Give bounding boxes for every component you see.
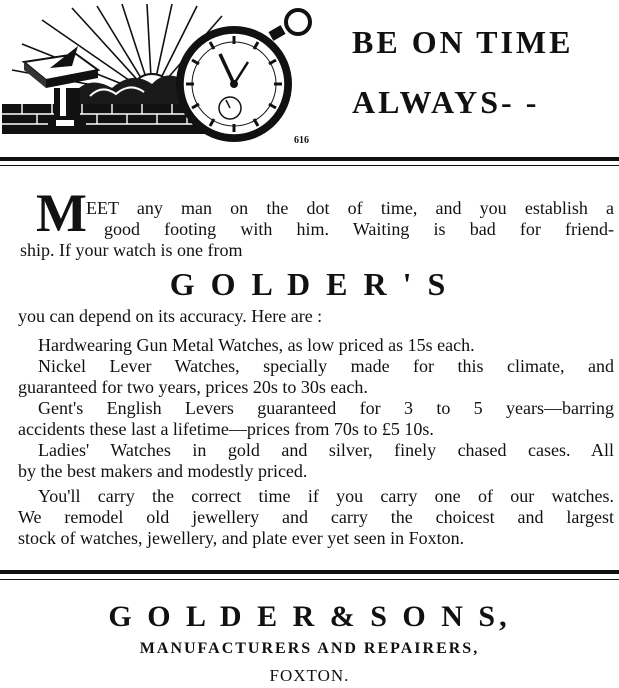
bottom-divider [0,570,619,574]
top-divider-thin [0,165,619,166]
item-ladies-watches-cont: by the best makers and modestly priced. [18,461,308,481]
closing-line-3: stock of watches, jewellery, and plate ever yet seen in Foxton. [18,528,465,548]
headline-be-on-time: BE ON TIME [352,24,574,60]
drop-cap: M [36,183,87,243]
accuracy-line: you can depend on its accuracy. Here are : [18,306,323,326]
top-divider [0,157,619,161]
item-english-levers-cont: accidents these last a lifetime—prices from 70s to £5 10s. [18,419,434,439]
brand-golders: G O L D E R ' S [169,266,450,302]
firm-town: FOXTON. [269,666,350,685]
firm-trade: MANUFACTURERS AND REPAIRERS, [139,640,480,657]
item-nickel-lever-cont: guaranteed for two years, prices 20s to 30s each. [18,377,368,397]
intro-line-1: EET any man on the dot of time, and you establish a [86,198,614,218]
item-english-levers: Gent's English Levers guaranteed for 3 to 5 years—barring [38,398,614,418]
item-nickel-lever: Nickel Lever Watches, specially made for this climate, and [38,356,614,376]
closing-line-2: We remodel old jewellery and carry the choicest and largest [18,507,614,527]
intro-line-3: ship. If your watch is one from [20,240,243,260]
sundial-and-watch-illustration [2,4,324,146]
bottom-divider-thin [0,579,619,580]
intro-line-2: good footing with him. Waiting is bad for friend- [104,219,614,239]
headline-always: ALWAYS- - [352,84,540,120]
firm-name: G O L D E R & S O N S, [108,600,511,633]
illustration-number: 616 [294,135,309,146]
closing-line-1: You'll carry the correct time if you carry one of our watches. [38,486,614,506]
item-ladies-watches: Ladies' Watches in gold and silver, finely chased cases. All [38,440,614,460]
item-gun-metal: Hardwearing Gun Metal Watches, as low priced as 15s each. [38,335,475,355]
